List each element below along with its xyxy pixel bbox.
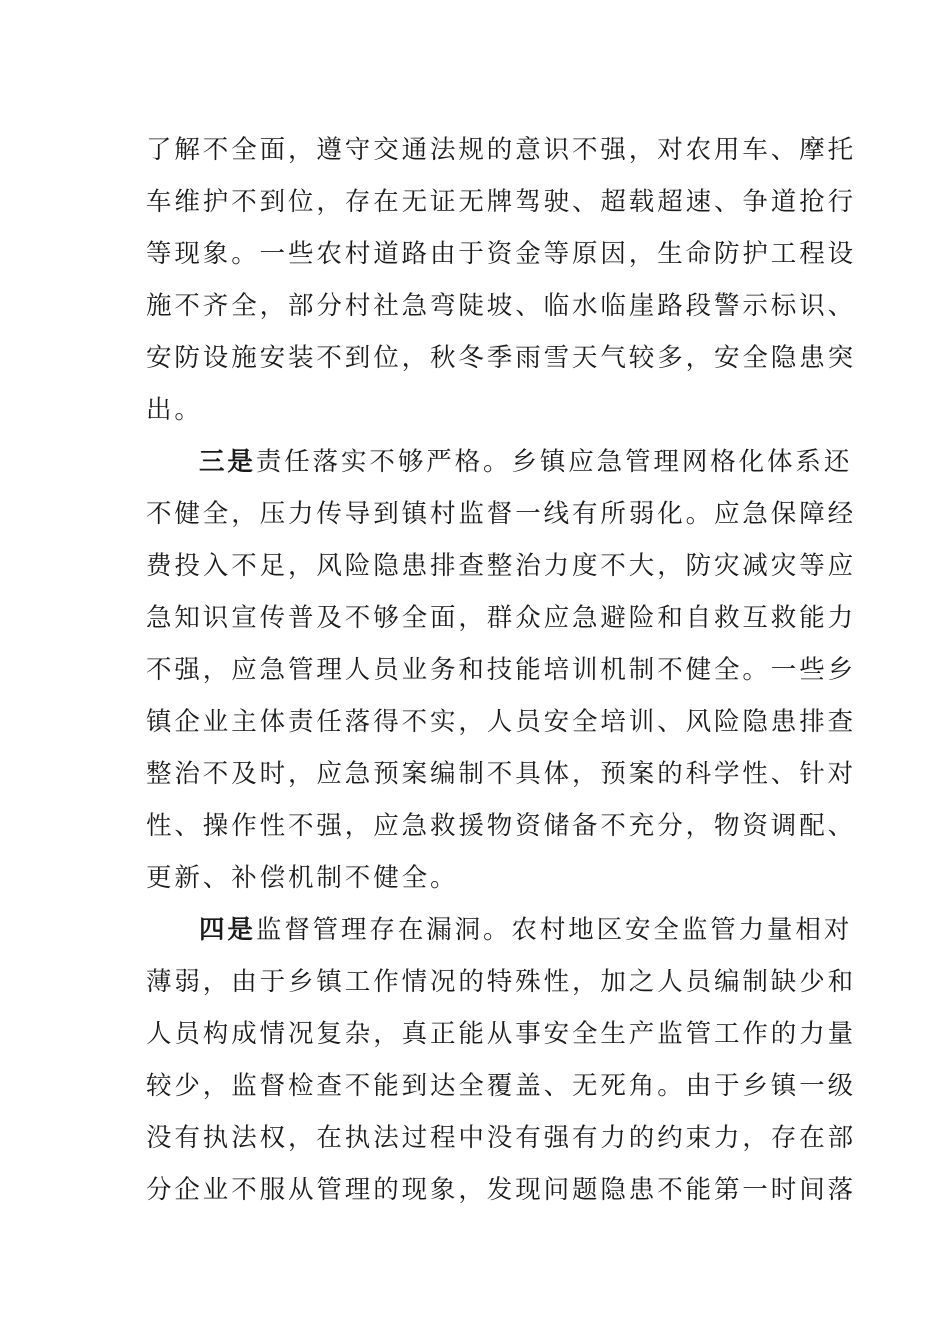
line-text: 分企业不服从管理的现象，发现问题隐患不能第一时间落 (146, 1175, 857, 1205)
line-text: 整治不及时，应急预案编制不具体，预案的科学性、针对 (146, 759, 857, 789)
line-text: 不健全，压力传导到镇村监督一线有所弱化。应急保障经 (146, 499, 857, 529)
line-text: 出。 (146, 395, 203, 425)
line-text: 费投入不足，风险隐患排查整治力度不大，防灾减灾等应 (146, 551, 857, 581)
text-line (146, 176, 856, 228)
line-text: 人员构成情况复杂，真正能从事安全生产监管工作的力量 (146, 1019, 857, 1049)
text-line (146, 384, 203, 436)
text-line (146, 1164, 856, 1216)
text-line (199, 904, 852, 956)
line-text: 急知识宣传普及不够全面，群众应急避险和自救互救能力 (146, 603, 857, 633)
text-line (146, 748, 856, 800)
line-text: 安防设施安装不到位，秋冬季雨雪天气较多，安全隐患突 (146, 343, 857, 373)
text-line (199, 436, 852, 488)
line-text: 车维护不到位，存在无证无牌驾驶、超载超速、争道抢行 (146, 187, 857, 217)
text-line (146, 280, 856, 332)
line-text: 不强，应急管理人员业务和技能培训机制不健全。一些乡 (146, 655, 857, 685)
line-text: 薄弱，由于乡镇工作情况的特殊性，加之人员编制缺少和 (146, 967, 857, 997)
line-text: 了解不全面，遵守交通法规的意识不强，对农用车、摩托 (146, 135, 857, 165)
text-line (146, 540, 856, 592)
text-line (146, 956, 856, 1008)
line-text: 性、操作性不强，应急救援物资储备不充分，物资调配、 (146, 811, 857, 841)
text-line (146, 488, 856, 540)
text-line (146, 332, 856, 384)
text-line (146, 696, 856, 748)
line-text: 监督管理存在漏洞。农村地区安全监管力量相对 (255, 915, 853, 945)
line-text: 等现象。一些农村道路由于资金等原因，生命防护工程设 (146, 239, 857, 269)
text-line (146, 800, 856, 852)
line-text: 没有执法权，在执法过程中没有强有力的约束力，存在部 (146, 1123, 857, 1153)
text-line (146, 228, 856, 280)
paragraph-lead: 三是 (199, 447, 256, 477)
line-text: 施不齐全，部分村社急弯陡坡、临水临崖路段警示标识、 (146, 291, 857, 321)
text-line (146, 1008, 856, 1060)
line-text: 较少，监督检查不能到达全覆盖、无死角。由于乡镇一级 (146, 1071, 857, 1101)
text-line (146, 124, 856, 176)
line-text: 责任落实不够严格。乡镇应急管理网格化体系还 (255, 447, 853, 477)
text-line (146, 592, 856, 644)
line-text: 更新、补偿机制不健全。 (146, 863, 459, 893)
text-line (146, 852, 458, 904)
paragraph-lead: 四是 (199, 915, 256, 945)
line-text: 镇企业主体责任落得不实，人员安全培训、风险隐患排查 (146, 707, 857, 737)
text-line (146, 1060, 856, 1112)
text-line (146, 644, 856, 696)
text-line (146, 1112, 856, 1164)
